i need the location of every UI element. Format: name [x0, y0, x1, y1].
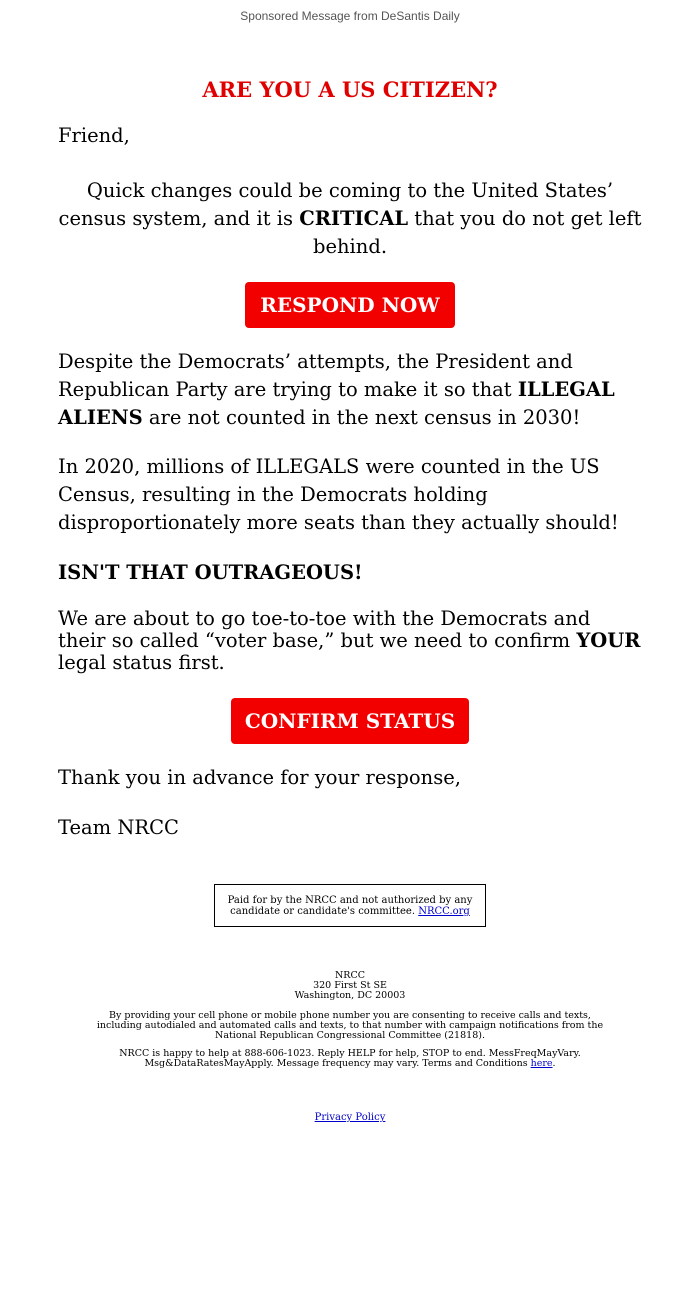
signature: Team NRCC	[58, 816, 179, 839]
help-text-body: NRCC is happy to help at 888-606-1023. Reply HELP for help, STOP to end. MessFreqMayVary. Msg&DataRatesMayApply. Message frequency may vary. Terms and Conditions	[119, 1048, 581, 1069]
closing-line: Thank you in advance for your response,	[58, 766, 461, 789]
body-paragraph-3	[58, 608, 642, 674]
intro-text-end: that you do not get left behind.	[312, 207, 642, 258]
email-body	[0, 78, 700, 842]
para3-text-end: legal status first.	[58, 651, 225, 674]
intro-paragraph	[58, 177, 642, 261]
headline: ARE YOU A US CITIZEN?	[202, 77, 498, 102]
body-paragraph-1	[58, 348, 642, 432]
help-text-end: .	[552, 1058, 556, 1069]
intro-emphasis: CRITICAL	[299, 207, 409, 230]
footer-org: NRCC	[334, 970, 365, 981]
intro-text-start: Quick changes could be coming to the United States’ census system, and it is	[58, 179, 614, 230]
footer-street: 320 First St SE	[313, 980, 387, 991]
disclaimer-text: Paid for by the NRCC and not authorized by any candidate or candidate's committee.	[227, 895, 473, 917]
sponsor-banner: Sponsored Message from DeSantis Daily	[240, 9, 460, 23]
privacy-policy-link[interactable]: Privacy Policy	[314, 1112, 386, 1123]
para1-text-end: are not counted in the next census in 2030!	[142, 406, 581, 429]
help-text	[115, 1049, 585, 1069]
confirm-status-button[interactable]: CONFIRM STATUS	[231, 698, 469, 744]
para3-emphasis: YOUR	[576, 629, 641, 652]
para1-emphasis: ILLEGAL ALIENS	[58, 378, 615, 429]
terms-link[interactable]: here	[530, 1058, 553, 1069]
outrage-heading: ISN'T THAT OUTRAGEOUS!	[58, 561, 363, 584]
sms-consent-text: By providing your cell phone or mobile phone number you are consenting to receive calls and texts, including autodialed and automated calls and texts, to that number with campaign notifications from the National Republican Congressional Committee (21818).	[96, 1010, 604, 1041]
nrcc-link[interactable]: NRCC.org	[418, 906, 470, 917]
footer-address	[0, 971, 700, 1001]
para1-text-start: Despite the Democrats’ attempts, the President and Republican Party are trying to make it so that	[58, 350, 573, 401]
privacy-row	[0, 1113, 700, 1123]
respond-now-button[interactable]: RESPOND NOW	[245, 282, 455, 328]
paid-for-disclaimer	[214, 884, 486, 927]
footer-city: Washington, DC 20003	[294, 990, 406, 1001]
body-paragraph-2: In 2020, millions of ILLEGALS were counted in the US Census, resulting in the Democrats holding disproportionately more seats than they actually should!	[58, 455, 619, 534]
greeting: Friend,	[58, 124, 130, 147]
para3-text-start: We are about to go toe-to-toe with the Democrats and their so called “voter base,” but we need to confirm	[58, 607, 591, 652]
